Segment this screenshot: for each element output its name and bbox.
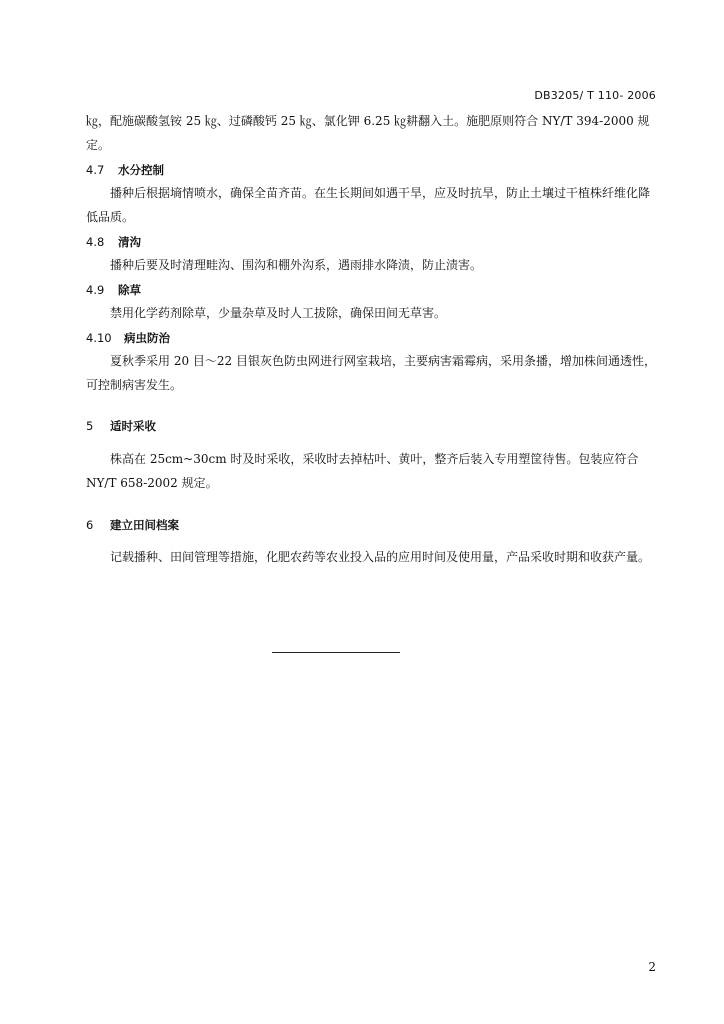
section-number: 4.8 bbox=[86, 235, 105, 249]
section-4-10-body: 夏秋季采用 20 目～22 目银灰色防虫网进行网室栽培，主要病害霜霉病，采用条播，增加株间通透性，可控制病害发生。 bbox=[86, 354, 656, 392]
section-heading-6 bbox=[86, 517, 179, 533]
document-header-id: DB3205/ T 110- 2006 bbox=[534, 89, 656, 102]
section-number: 5 bbox=[86, 419, 94, 433]
section-number: 4.7 bbox=[86, 163, 105, 177]
section-5-body: 株高在 25cm~30cm 时及时采收，采收时去掉枯叶、黄叶，整齐后装入专用塑筐待售。包装应符合 NY/T 658-2002 规定。 bbox=[86, 452, 639, 490]
section-number: 4.10 bbox=[86, 331, 112, 345]
section-heading-4-9 bbox=[86, 282, 141, 298]
section-6-body: 记载播种、田间管理等措施，化肥农药等农业投入品的应用时间及使用量，产品采收时期和收获产量。 bbox=[110, 550, 651, 564]
section-title: 水分控制 bbox=[118, 163, 164, 177]
section-title: 病虫防治 bbox=[124, 331, 170, 345]
section-heading-4-7 bbox=[86, 162, 164, 178]
section-4-8-body: 播种后要及时清理畦沟、围沟和棚外沟系，遇雨排水降渍，防止渍害。 bbox=[110, 258, 483, 272]
section-heading-5 bbox=[86, 418, 156, 434]
section-4-9-body: 禁用化学药剂除草，少量杂草及时人工拔除，确保田间无草害。 bbox=[110, 306, 447, 320]
section-heading-4-10 bbox=[86, 330, 170, 346]
page-number: 2 bbox=[648, 960, 656, 974]
section-title: 清沟 bbox=[118, 235, 141, 249]
section-title: 适时采收 bbox=[110, 419, 156, 433]
section-4-7-body: 播种后根据墒情喷水，确保全苗齐苗。在生长期间如遇干旱，应及时抗旱，防止土壤过干植株纤维化降低品质。 bbox=[86, 186, 651, 224]
end-of-document-rule bbox=[272, 652, 400, 653]
intro-paragraph: ㎏，配施碳酸氢铵 25 ㎏、过磷酸钙 25 ㎏、氯化钾 6.25 ㎏耕翻入土。施肥原则符合 NY/T 394-2000 规定。 bbox=[86, 114, 650, 152]
section-number: 4.9 bbox=[86, 283, 105, 297]
section-title: 建立田间档案 bbox=[110, 518, 179, 532]
section-number: 6 bbox=[86, 518, 94, 532]
section-heading-4-8 bbox=[86, 234, 141, 250]
section-title: 除草 bbox=[118, 283, 141, 297]
